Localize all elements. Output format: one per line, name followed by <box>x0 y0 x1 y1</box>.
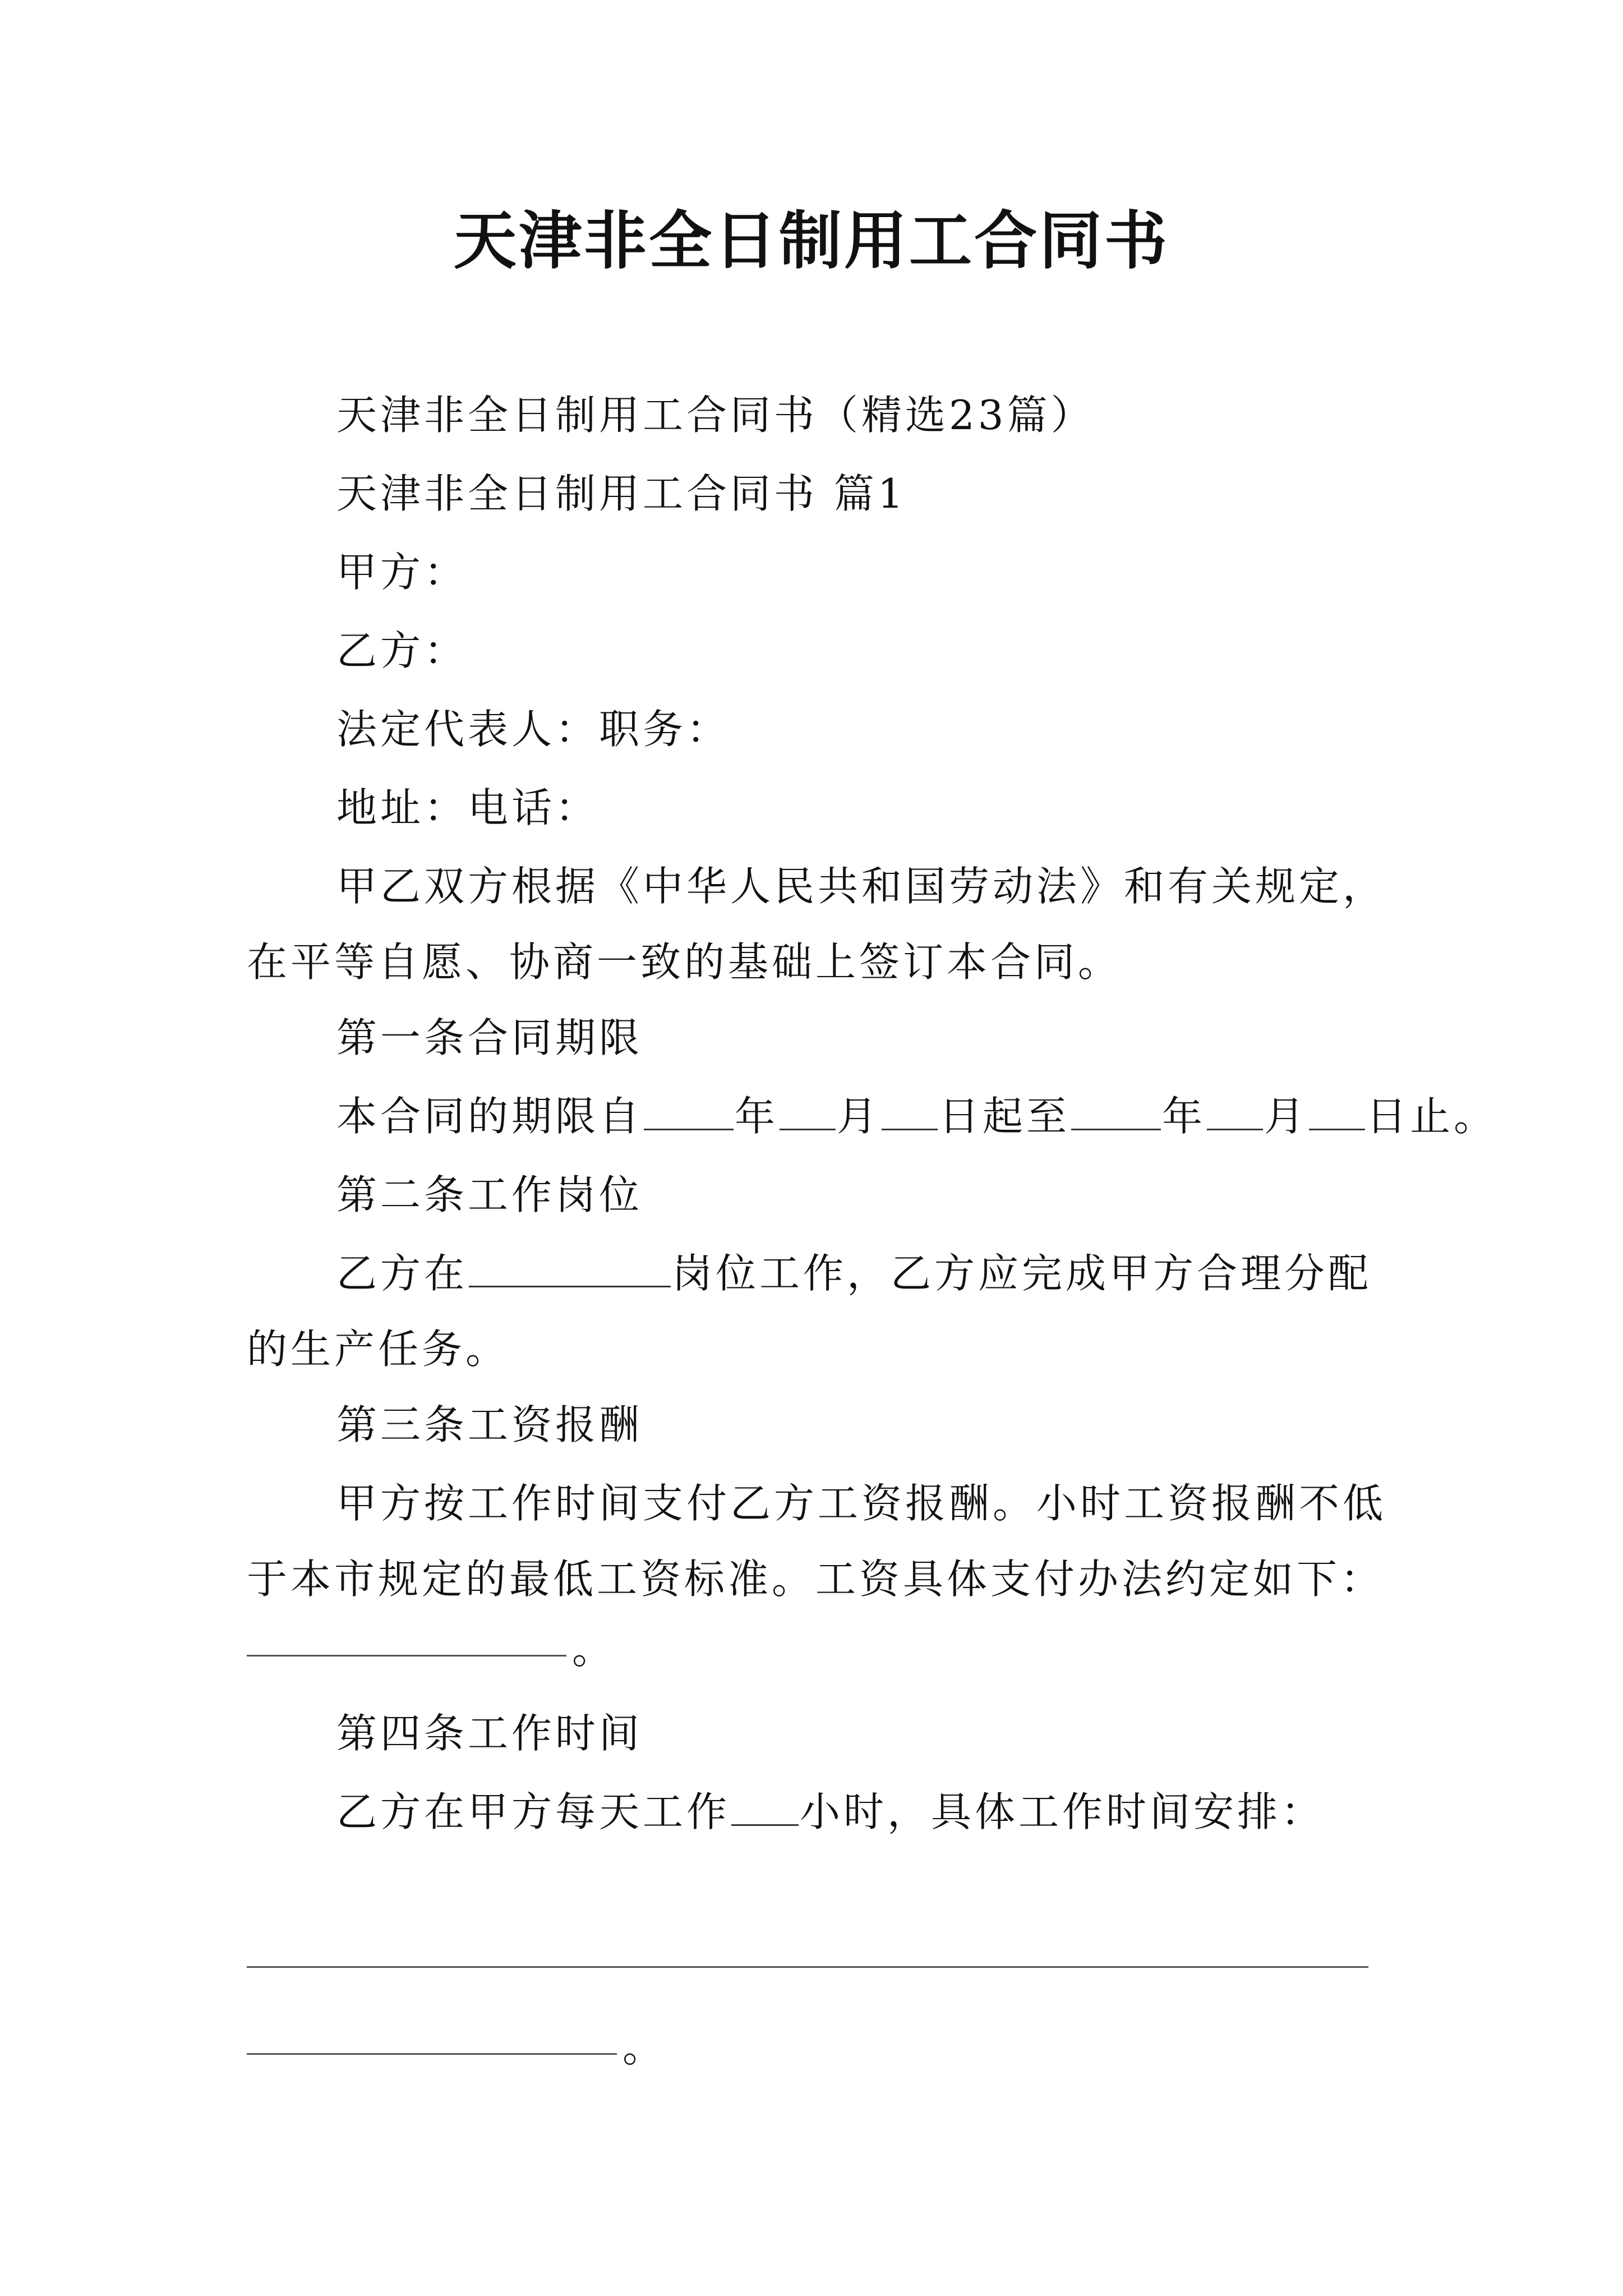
payment-method-end: 。 <box>572 1626 613 1673</box>
schedule-blank-line-2 <box>247 2053 617 2055</box>
start-day-blank <box>882 1095 938 1130</box>
term-start-label: 本合同的期限自 <box>336 1093 643 1140</box>
post-prefix: 乙方在 <box>336 1250 468 1297</box>
article-2-line-1 <box>336 1245 1372 1301</box>
party-b-field: 乙方： <box>336 627 468 674</box>
start-month-blank <box>780 1095 836 1130</box>
article-3-line-1: 甲方按工作时间支付乙方工资报酬。小时工资报酬不低 <box>336 1480 1387 1527</box>
hours-blank <box>731 1791 799 1826</box>
year-label: 年 <box>735 1093 779 1140</box>
party-a-field: 甲方： <box>336 549 468 596</box>
address-phone-field: 地址：电话： <box>336 784 600 831</box>
document-title: 天津非全日制用工合同书 <box>454 204 1169 278</box>
end-day-label: 日止。 <box>1366 1093 1498 1140</box>
end-month-label: 月 <box>1264 1093 1308 1140</box>
article-2-line-2: 的生产任务。 <box>247 1326 510 1373</box>
subtitle-line: 天津非全日制用工合同书（精选23篇） <box>336 392 1095 439</box>
post-blank <box>469 1252 671 1287</box>
intro-paragraph-line-1: 甲乙双方根据《中华人民共和国劳动法》和有关规定， <box>336 863 1387 910</box>
schedule-end: 。 <box>623 2024 663 2071</box>
article-4-line-1 <box>336 1784 1325 1840</box>
article-1-term-line <box>336 1088 1497 1144</box>
hours-prefix: 乙方在甲方每天工作 <box>336 1788 731 1835</box>
end-day-blank <box>1309 1095 1365 1130</box>
legal-rep-field: 法定代表人：职务： <box>336 706 731 753</box>
day-to-label: 日起至 <box>939 1093 1071 1140</box>
start-year-blank <box>644 1095 734 1130</box>
month-label: 月 <box>837 1093 881 1140</box>
hours-suffix: 小时，具体工作时间安排： <box>800 1788 1325 1835</box>
post-suffix: 岗位工作，乙方应完成甲方合理分配 <box>672 1250 1372 1297</box>
article-2-heading: 第二条工作岗位 <box>336 1171 643 1218</box>
payment-method-blank <box>247 1655 566 1657</box>
article-4-heading: 第四条工作时间 <box>336 1710 643 1757</box>
article-3-heading: 第三条工资报酬 <box>336 1401 643 1448</box>
article-1-heading: 第一条合同期限 <box>336 1014 643 1061</box>
end-year-blank <box>1071 1095 1161 1130</box>
end-month-blank <box>1207 1095 1263 1130</box>
schedule-blank-line-1 <box>247 1966 1368 1968</box>
section-heading: 天津非全日制用工合同书 篇1 <box>336 470 907 517</box>
article-3-line-2: 于本市规定的最低工资标准。工资具体支付办法约定如下： <box>247 1556 1385 1603</box>
intro-paragraph-line-2: 在平等自愿、协商一致的基础上签订本合同。 <box>247 938 1122 986</box>
end-year-label: 年 <box>1162 1093 1206 1140</box>
